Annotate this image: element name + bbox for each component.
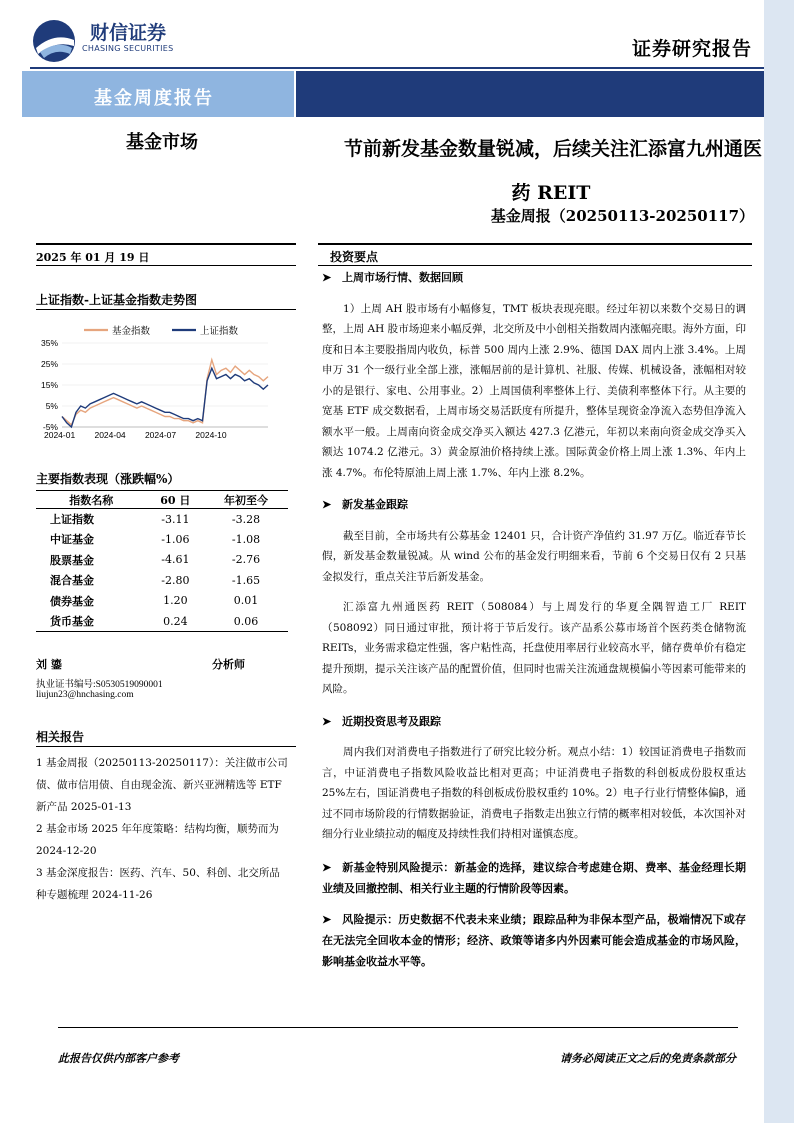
new-fund-paragraph-1: 截至目前，全市场共有公募基金 12401 只，合计资产净值约 31.97 万亿。临近春节长假，新发基金数量锐减。从 wind 公布的基金发行明细来看，节前 6 个交易日仅有 2 只基金拟发行，重点关注节后新发基金。	[322, 529, 746, 583]
bullet-title: 风险提示：历史数据不代表未来业绩；跟踪品种为非保本型产品，极端情况下或存在无法完全回收本金的情形；经济、政策等诸多内外因素可能会造成基金的市场风险，影响基金收益水平等。	[322, 912, 746, 968]
bullet-title: 新发基金跟踪	[342, 498, 408, 511]
main-title-line2: 药 REIT	[511, 182, 591, 204]
main-title	[312, 127, 762, 215]
related-reports-list	[36, 752, 288, 906]
banner-dark-bar	[296, 71, 764, 117]
logo-text-en: CHASING SECURITIES	[82, 44, 174, 53]
cell-ytd: 0.01	[233, 594, 259, 608]
cell-name: 中证基金	[50, 533, 94, 547]
arrow-bullet-icon: ➤	[322, 860, 332, 874]
bullet-heading	[322, 712, 746, 733]
investment-thinking-paragraph: 周内我们对消费电子指数进行了研究比较分析。观点小结：1）较国证消费电子指数而言，中证消费电子指数风险收益比相对更高；中证消费电子指数的科创板成份股权重达 25%左右，国证消费电子指数的科创板成份股权重约 10%。2）电子行业行情整体偏β，通过不同市场阶段的行情数据验证，消费电子指数走出独立行情的概率相对较低，本次国补对细分行业业绩拉动的幅度及持续性我们持相对谨慎态度。	[322, 746, 746, 840]
footer-rule	[58, 1027, 738, 1028]
main-title-line1: 节前新发基金数量锐减，后续关注汇添富九州通医	[343, 138, 762, 160]
header-rule	[30, 67, 764, 69]
table-row	[36, 570, 288, 591]
logo-emblem-icon	[30, 18, 78, 64]
sub-title: 基金周报（20250113-20250117）	[490, 207, 754, 225]
banner-label-box	[22, 71, 294, 117]
x-tick-label: 2024-01	[44, 430, 76, 440]
related-heading: 相关报告	[36, 730, 85, 744]
table-row	[36, 509, 288, 530]
category-label: 基金市场	[126, 132, 198, 153]
y-tick-label: 5%	[45, 401, 58, 411]
cell-name: 股票基金	[50, 553, 94, 567]
series-line-上证指数	[62, 368, 268, 427]
table-row	[36, 611, 288, 632]
heading-rule	[318, 265, 752, 266]
cell-ytd: -1.08	[231, 532, 261, 546]
y-tick-label: 35%	[40, 338, 58, 348]
legend-label: 基金指数	[112, 326, 151, 337]
table-row	[36, 529, 288, 550]
table-row	[36, 550, 288, 571]
cell-name: 货币基金	[36, 611, 147, 632]
logo-text-cn: 财信证券	[90, 22, 167, 44]
bullet-title: 上周市场行情、数据回顾	[342, 271, 463, 284]
bullet-title: 近期投资思考及跟踪	[342, 714, 441, 728]
related-report-item[interactable]: 1 基金周报（20250113-20250117）：关注做市公司债、做市信用债、自由现金流、新兴亚洲精选等 ETF 新产品 2025-01-13	[36, 757, 288, 813]
chart-svg	[30, 315, 280, 450]
cell-ytd: -2.76	[231, 553, 261, 567]
footer-left-note: 此报告仅供内部客户参考	[58, 1052, 179, 1065]
investment-highlights-heading: 投资要点	[330, 250, 379, 264]
bullet-heading	[322, 268, 746, 289]
arrow-bullet-icon: ➤	[322, 271, 332, 284]
right-top-rule	[318, 243, 752, 245]
bullet-heading	[322, 495, 746, 516]
left-top-rule	[36, 243, 296, 245]
banner-label: 基金周度报告	[94, 88, 214, 109]
y-tick-label: -5%	[42, 422, 58, 432]
footer-disclaimer-note: 请务必阅读正文之后的免责条款部分	[560, 1052, 736, 1065]
market-review-paragraph: 1）上周 AH 股市场有小幅修复，TMT 板块表现亮眼。经过年初以来数个交易日的调整，上周 AH 股市场迎来小幅反弹，北交所及中小创相关指数周内涨幅亮眼。海外方面，印度和日本主要股指周内收负，标普 500 周内上涨 2.9%、德国 DAX 周内上涨 3.4%。上周申万 31 个一级行业全部上涨，涨幅居前的是计算机、社服、传媒、机械设备，涨幅相对较小的是银行、家电、公用事业。2）上周国债利率整体上行、美债利率整体下行。从主要的宽基 ETF 成交数据看，上周市场交易活跃度有所提升，整体呈现资金净流入态势但净流入额水平一般。上周南向资金成交净买入额达 427.3 亿港元，年初以来南向资金成交净买入额达 1074.2 亿港元。3）黄金原油价格持续上涨。国际黄金价格上周上涨 1.3%、年内上涨 4.7%。布伦特原油上周上涨 1.7%、年内上涨 8.2%。	[322, 302, 746, 479]
col-header-name: 指数名称	[36, 491, 147, 509]
analyst-email[interactable]: liujun23@hnchasing.com	[36, 690, 134, 700]
arrow-bullet-icon: ➤	[322, 912, 332, 926]
related-rule	[36, 746, 296, 747]
date-rule	[36, 265, 296, 266]
cell-ytd: -3.28	[231, 512, 261, 526]
risk-notice	[322, 909, 746, 972]
bullet-title: 新基金特别风险提示：新基金的选择，建议综合考虑建仓期、费率、基金经理长期业绩及回撤控制、相关行业主题的行情阶段等因素。	[322, 860, 746, 895]
index-performance-table	[36, 490, 288, 632]
series-line-基金指数	[62, 360, 268, 425]
y-tick-label: 15%	[40, 380, 58, 390]
cell-60d: 1.20	[163, 594, 188, 608]
x-tick-label: 2024-07	[144, 430, 177, 440]
company-logo	[30, 18, 190, 64]
analyst-role: 分析师	[212, 658, 245, 671]
cell-60d: -2.80	[161, 573, 190, 587]
cell-60d: -4.61	[161, 553, 190, 567]
table-header-row	[36, 491, 288, 509]
arrow-bullet-icon: ➤	[322, 498, 332, 511]
cell-60d: -3.11	[161, 512, 190, 526]
table-heading: 主要指数表现（涨跌幅%）	[36, 472, 180, 486]
y-tick-label: 25%	[40, 359, 58, 369]
cell-60d: 0.24	[147, 611, 204, 632]
index-trend-chart	[30, 315, 280, 450]
cell-ytd: -1.65	[231, 573, 261, 587]
highlights-body	[322, 268, 746, 972]
analyst-name: 刘 鎏	[36, 658, 62, 671]
special-risk-notice	[322, 857, 746, 899]
related-report-item[interactable]: 2 基金市场 2025 年年度策略：结构均衡，顺势而为 2024-12-20	[36, 823, 279, 857]
report-date: 2025 年 01 月 19 日	[36, 251, 150, 264]
x-tick-label: 2024-10	[195, 430, 227, 440]
chart-heading: 上证指数-上证基金指数走势图	[36, 293, 197, 307]
analyst-license: 执业证书编号:S0530519090001	[36, 680, 163, 690]
cell-name: 上证指数	[50, 513, 94, 526]
x-tick-label: 2024-04	[94, 430, 126, 440]
table-row	[36, 591, 288, 612]
related-report-item[interactable]: 3 基金深度报告：医药、汽车、50、科创、北交所品种专题梳理 2024-11-26	[36, 867, 280, 901]
chart-heading-rule	[36, 309, 296, 310]
cell-name: 混合基金	[50, 574, 94, 588]
col-header-60d: 60 日	[147, 491, 204, 509]
col-header-ytd: 年初至今	[204, 491, 288, 509]
cell-60d: -1.06	[161, 532, 190, 546]
report-type: 证券研究报告	[631, 38, 752, 60]
arrow-bullet-icon: ➤	[322, 714, 332, 728]
new-fund-paragraph-2: 汇添富九州通医药 REIT（508084）与上周发行的华夏全隅智造工厂 REIT（508092）同日通过审批，预计将于节后发行。该产品系公募市场首个医药类仓储物流 REITs，业务需求稳定性强，客户粘性高，托盘使用率居行业较高水平，储存费单价有稳定提升预期，提示关注该产品的配置价值，但同时也需关注流通盘规模偏小等因素可能带来的风险。	[322, 601, 746, 695]
cell-ytd: 0.06	[204, 611, 288, 632]
cell-name: 债券基金	[50, 594, 94, 608]
legend-label: 上证指数	[200, 326, 239, 337]
side-strip	[764, 0, 794, 1123]
